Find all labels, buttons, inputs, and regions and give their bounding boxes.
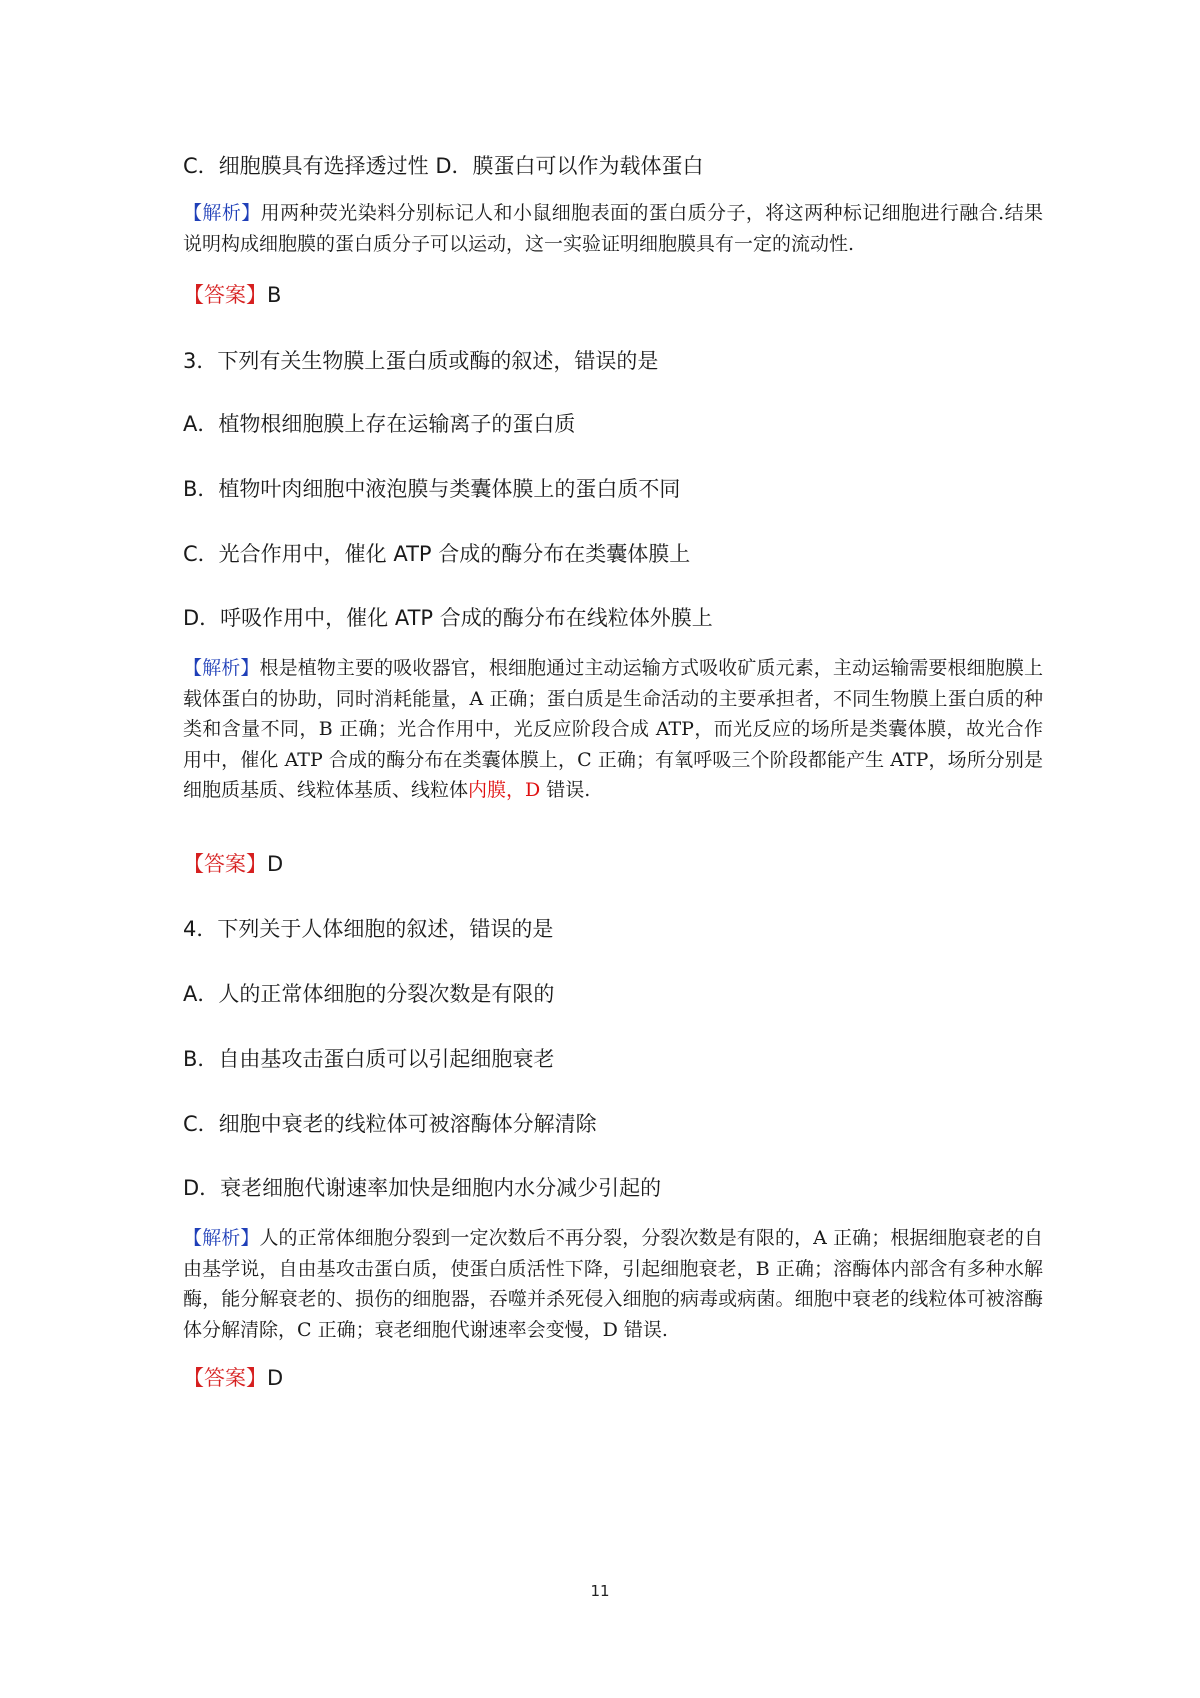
analysis-text: 根是植物主要的吸收器官，根细胞通过主动运输方式吸收矿质元素，主动运输需要根细胞膜上载体蛋白的协助，同时消耗能量，A 正确；蛋白质是生命活动的主要承担者，不同生物膜上蛋白质的种类和含量不同，B 正确；光合作用中，光反应阶段合成 ATP，而光反应的场所是类囊体膜，故光合作用中，催化 ATP 合成的酶分布在类囊体膜上，C 正确；有氧呼吸三个阶段都能产生 ATP，场所分别是细胞质基质、线粒体基质、线粒体 <box>183 657 1043 801</box>
q4-stem: 4．下列关于人体细胞的叙述，错误的是 <box>183 917 554 941</box>
close-bracket: 】 <box>240 657 260 679</box>
q3-option-c: C．光合作用中，催化 ATP 合成的酶分布在类囊体膜上 <box>183 542 691 566</box>
q3-option-b: B．植物叶肉细胞中液泡膜与类囊体膜上的蛋白质不同 <box>183 477 681 501</box>
q4-option-d: D．衰老细胞代谢速率加快是细胞内水分减少引起的 <box>183 1176 662 1200</box>
q3-option-a: A．植物根细胞膜上存在运输离子的蛋白质 <box>183 412 576 436</box>
open-bracket: 【 <box>183 283 204 307</box>
q4-option-a: A．人的正常体细胞的分裂次数是有限的 <box>183 982 555 1006</box>
analysis-text: 用两种荧光染料分别标记人和小鼠细胞表面的蛋白质分子，将这两种标记细胞进行融合.结果说明构成细胞膜的蛋白质分子可以运动，这一实验证明细胞膜具有一定的流动性. <box>183 202 1043 255</box>
q2-analysis <box>183 198 1043 259</box>
answer-value: B <box>267 283 282 307</box>
answer-value: D <box>267 852 284 876</box>
answer-value: D <box>267 1366 284 1390</box>
q4-option-c: C．细胞中衰老的线粒体可被溶酶体分解清除 <box>183 1112 597 1136</box>
q4-analysis <box>183 1223 1043 1345</box>
open-bracket: 【 <box>183 852 204 876</box>
close-bracket: 】 <box>246 283 267 307</box>
q3-answer <box>183 850 283 878</box>
q4-answer <box>183 1364 283 1392</box>
analysis-label: 解析 <box>202 202 242 224</box>
close-bracket: 】 <box>246 1366 267 1390</box>
analysis-highlight: 内膜，D <box>468 779 541 801</box>
answer-label: 答案 <box>204 1366 246 1390</box>
analysis-text: 人的正常体细胞分裂到一定次数后不再分裂，分裂次数是有限的，A 正确；根据细胞衰老的自由基学说，自由基攻击蛋白质，使蛋白质活性下降，引起细胞衰老，B 正确；溶酶体内部含有多种水解酶，能分解衰老的、损伤的细胞器，吞噬并杀死侵入细胞的病毒或病菌。细胞中衰老的线粒体可被溶酶体分解清除，C 正确；衰老细胞代谢速率会变慢，D 错误. <box>183 1227 1043 1341</box>
analysis-tag <box>183 202 261 224</box>
q3-analysis <box>183 653 1043 806</box>
q3-stem: 3．下列有关生物膜上蛋白质或酶的叙述，错误的是 <box>183 349 659 373</box>
analysis-tag <box>183 1227 259 1249</box>
q3-option-d: D．呼吸作用中，催化 ATP 合成的酶分布在线粒体外膜上 <box>183 606 713 630</box>
open-bracket: 【 <box>183 202 203 224</box>
close-bracket: 】 <box>241 202 261 224</box>
q2-answer <box>183 281 281 309</box>
open-bracket: 【 <box>183 657 203 679</box>
analysis-tag <box>183 657 259 679</box>
answer-label: 答案 <box>204 852 246 876</box>
close-bracket: 】 <box>240 1227 260 1249</box>
page-number: 11 <box>590 1582 610 1600</box>
analysis-label: 解析 <box>202 1227 241 1249</box>
q2-option-cd: C．细胞膜具有选择透过性 D．膜蛋白可以作为载体蛋白 <box>183 154 704 178</box>
open-bracket: 【 <box>183 1227 203 1249</box>
q4-option-b: B．自由基攻击蛋白质可以引起细胞衰老 <box>183 1047 555 1071</box>
analysis-text-end: 错误. <box>540 779 591 801</box>
answer-label: 答案 <box>204 283 246 307</box>
analysis-label: 解析 <box>202 657 241 679</box>
open-bracket: 【 <box>183 1366 204 1390</box>
close-bracket: 】 <box>246 852 267 876</box>
